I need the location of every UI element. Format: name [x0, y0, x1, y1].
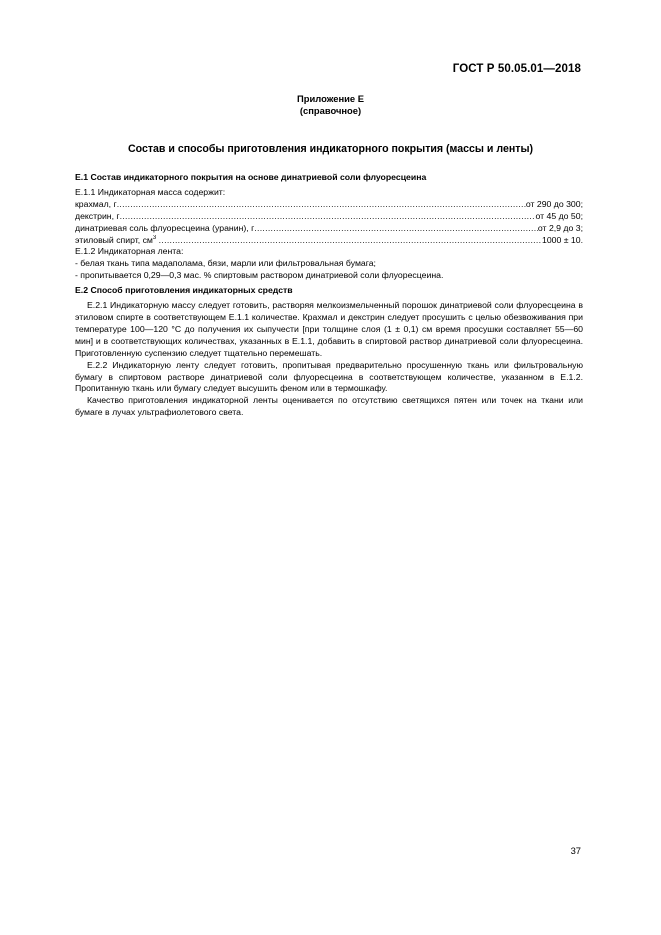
component-value: от 2,9 до 3; [537, 222, 583, 233]
tape-item: - белая ткань типа мадаполама, бязи, марли или фильтровальная бумага; [75, 258, 376, 269]
component-label: динатриевая соль флуоресцеина (уранин), г [75, 222, 255, 233]
tape-intro: Е.1.2 Индикаторная лента: [75, 246, 184, 257]
annex-heading [0, 93, 661, 116]
paragraph-e22: Е.2.2 Индикаторную ленту следует готовить, пропитывая предварительно просушенную ткань или фильтровальную бумагу в спиртовом растворе динатриевой соли флуоресцеина в соответствующем количестве, указанном в Е.1.2. Пропитанную ткань или бумагу следует высушить феном или в термошкафу. [75, 359, 583, 394]
component-line-starch [75, 199, 583, 211]
component-line-uranine [75, 223, 583, 235]
component-value: 1000 ± 10. [542, 234, 583, 245]
main-title: Состав и способы приготовления индикаторного покрытия (массы и ленты) [127, 143, 534, 155]
annex-title: Приложение Е [297, 93, 364, 104]
tape-item: - пропитывается 0,29—0,3 мас. % спиртовым раствором динатриевой соли флуоресцеина. [75, 270, 444, 281]
leader-dots [120, 211, 536, 223]
document-body [75, 172, 583, 419]
leader-dots [254, 223, 538, 235]
leader-dots [159, 235, 542, 247]
component-label: декстрин, г [75, 210, 120, 221]
component-label [75, 235, 159, 247]
document-standard-number: ГОСТ Р 50.05.01—2018 [452, 63, 581, 75]
annex-subtitle: (справочное) [299, 104, 362, 116]
paragraph-e21: Е.2.1 Индикаторную массу следует готовить, растворяя мелкоизмельченный порошок динатриевой соли флуоресцеина в этиловом спирте в соответствующем Е.1.1 количестве. Крахмал и декстрин следует просушить с целью обезвоживания при температуре 100—120 °С до получения их сыпучести [при толщине слоя (1 ± 0,1) см время просушки составляет 55—60 мин] и в соответствующих количествах, указанных в Е.1.1, добавить в спиртовой раствор динатриевой соли флуоресцеина. Приготовленную суспензию следует тщательно перемешать. [75, 300, 583, 358]
page-number: 37 [570, 845, 581, 856]
section-title-e1: Е.1 Состав индикаторного покрытия на основе динатриевой соли флуоресцеина [75, 172, 427, 182]
component-value: от 45 до 50; [535, 210, 583, 221]
unit-superscript: 3 [152, 234, 157, 241]
component-value: от 290 до 300; [525, 198, 583, 209]
component-line-dextrin [75, 211, 583, 223]
leader-dots [117, 199, 526, 211]
mass-intro: Е.1.1 Индикаторная масса содержит: [75, 186, 226, 197]
section-title-e2: Е.2 Способ приготовления индикаторных средств [75, 285, 293, 296]
component-line-ethanol [75, 235, 583, 247]
paragraph-quality: Качество приготовления индикаторной ленты оценивается по отсутствию светящихся пятен или точек на ткани или бумаге в лучах ультрафиолетового света. [75, 395, 583, 418]
component-label: крахмал, г [75, 198, 117, 209]
component-label-text: этиловый спирт, см [75, 234, 153, 245]
